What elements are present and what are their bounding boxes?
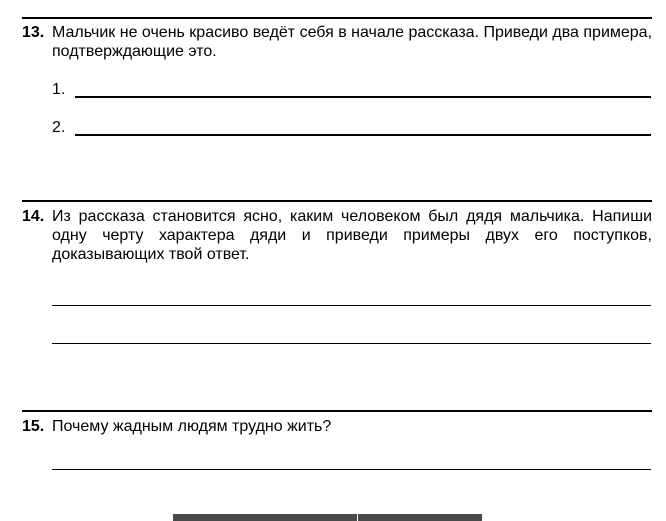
question-14-top-rule xyxy=(22,200,652,202)
bottom-tab-left[interactable] xyxy=(173,514,357,521)
answer-2-label: 2. xyxy=(52,119,66,136)
question-14-text: Из рассказа становится ясно, каким человеком был дядя мальчика. Напиши одну черту характера дяди и приведи примеры двух его поступков, доказывающих твой ответ. xyxy=(52,208,652,263)
question-13-text: Мальчик не очень красиво ведёт себя в начале рассказа. Приведи два примера, подтверждающие это. xyxy=(52,24,653,60)
question-14-answer-line-1[interactable] xyxy=(52,305,651,306)
question-14 xyxy=(22,207,652,264)
question-15-answer-line[interactable] xyxy=(52,469,651,470)
question-13-number: 13. xyxy=(22,24,45,41)
question-13 xyxy=(22,23,652,61)
question-15-number: 15. xyxy=(22,418,45,435)
answer-1-label: 1. xyxy=(52,81,66,98)
question-15 xyxy=(22,417,652,436)
question-15-text: Почему жадным людям трудно жить? xyxy=(52,418,332,435)
question-15-top-rule xyxy=(22,410,652,412)
question-14-answer-line-2[interactable] xyxy=(52,343,651,344)
answer-2-line[interactable] xyxy=(75,134,651,136)
question-14-number: 14. xyxy=(22,208,45,225)
question-13-top-rule xyxy=(22,17,652,19)
answer-1-line[interactable] xyxy=(75,96,651,98)
bottom-tab-right[interactable] xyxy=(358,514,482,521)
